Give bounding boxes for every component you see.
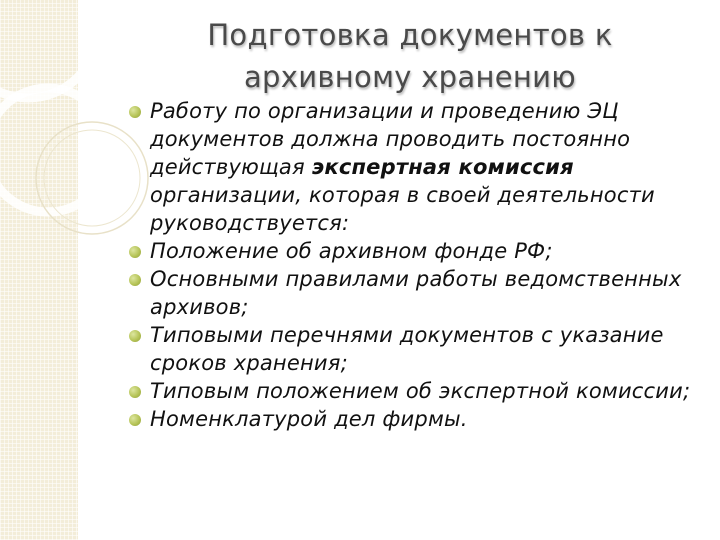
bullet-list bbox=[126, 97, 706, 433]
bullet-dot-icon bbox=[129, 246, 141, 258]
bullet-dot-icon bbox=[129, 106, 141, 118]
bullet-emphasis: экспертная комиссия bbox=[311, 155, 574, 179]
bullet-dot-icon bbox=[129, 386, 141, 398]
bullet-text: Положение об архивном фонде РФ; bbox=[150, 239, 553, 263]
bullet-text: Типовым положением об экспертной комиссии; bbox=[150, 379, 691, 403]
bullet-text: Типовыми перечнями документов с указание сроков хранения; bbox=[150, 323, 664, 375]
bullet-item bbox=[126, 97, 706, 237]
title-line-2: архивному хранению bbox=[243, 60, 576, 94]
slide-title bbox=[150, 14, 670, 98]
bullet-item bbox=[126, 265, 706, 321]
bullet-dot-icon bbox=[129, 330, 141, 342]
bullet-text: Номенклатурой дел фирмы. bbox=[150, 407, 468, 431]
bullet-dot-icon bbox=[129, 274, 141, 286]
bullet-item bbox=[126, 321, 706, 377]
bullet-item bbox=[126, 405, 706, 433]
bullet-dot-icon bbox=[129, 414, 141, 426]
bullet-text: организации, которая в своей деятельности руководствуется: bbox=[150, 183, 655, 235]
bullet-text: Основными правилами работы ведомственных архивов; bbox=[150, 267, 682, 319]
bullet-text: Работу по организации и проведению ЭЦ документов должна проводить постоянно действующая bbox=[150, 99, 631, 179]
title-line-1: Подготовка документов к bbox=[207, 18, 613, 52]
bullet-item bbox=[126, 237, 706, 265]
bullet-item bbox=[126, 377, 706, 405]
